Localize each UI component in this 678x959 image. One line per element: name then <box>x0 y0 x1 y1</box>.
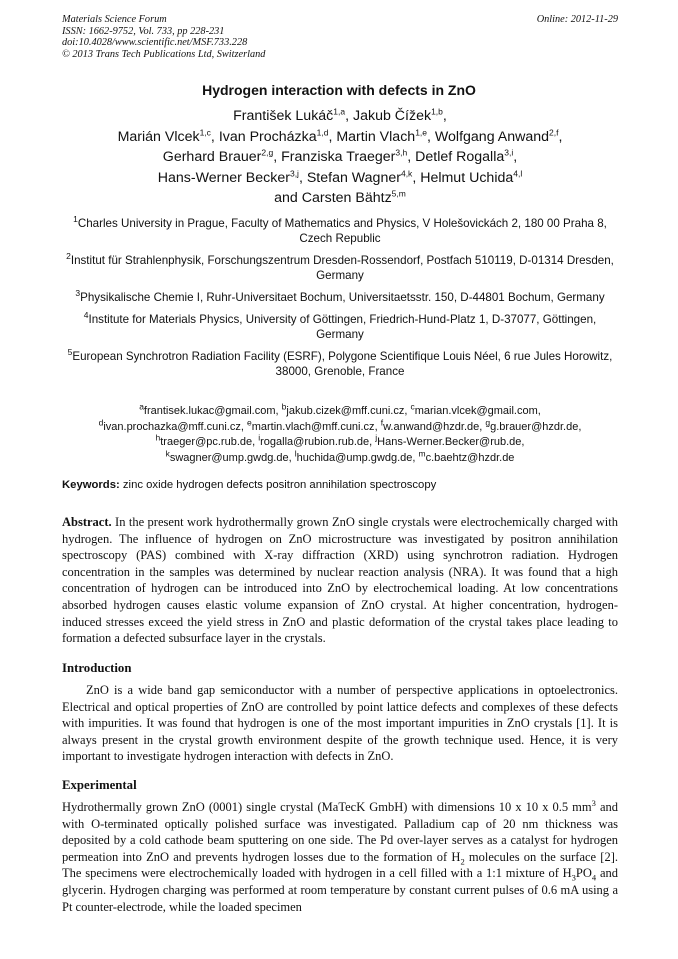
author-superscript: 3,i <box>504 147 514 158</box>
email-letter: k <box>165 448 170 459</box>
experimental-segment: and with O-terminated optically polished surface was investigated. Palladium cap of 20 nm thickness was deposited by a cold cathode beam sputtering on one side. The Pd over-layer serves as a catalyst for hydrogen permeation into ZnO and prevents hydrogen losses due to the formation of H <box>62 800 618 864</box>
email-letter: j <box>375 432 378 443</box>
author-superscript: 5,m <box>391 188 406 199</box>
abstract <box>62 514 618 647</box>
author-name: Helmut Uchida <box>420 169 514 186</box>
experimental-segment: and glycerin. Hydrogen charging was performed at room temperature by constant current pulses of 0.6 mA using a Pt counter-electrode, while the loaded specimen <box>62 866 618 914</box>
abstract-text: In the present work hydrothermally grown ZnO single crystals were electrochemically charged with hydrogen. The influence of hydrogen on ZnO microstructure was investigated by positron annihilation spectroscopy (PAS) combined with X-ray diffraction (XRD) using synchrotron radiation. Hydrogen concentration in the samples was determined by nuclear reaction analysis (NRA). It was found that a high concentration of hydrogen can be introduced into ZnO by electrochemical loading. At low concentrations absorbed hydrogen causes elastic volume expansion of ZnO crystal. At higher concentration, hydrogen-induced stresses exceed the yield stress in ZnO and plastic deformation of the crystal takes place leading to formation a defected subsurface layer in the crystals. <box>62 515 618 646</box>
superscript: 3 <box>591 797 596 808</box>
email-letter: b <box>281 401 287 412</box>
author-superscript: 2,g <box>261 147 274 158</box>
copyright-line: © 2013 Trans Tech Publications Ltd, Switzerland <box>62 48 266 60</box>
email-address[interactable]: frantisek.lukac@gmail.com <box>143 405 276 417</box>
author-name: Hans-Werner Becker <box>157 169 290 186</box>
author-superscript: 1,e <box>415 126 428 137</box>
issn-line: ISSN: 1662-9752, Vol. 733, pp 228-231 <box>62 25 225 37</box>
email-letter: h <box>155 432 161 443</box>
email-line-1: $^a$frantisek.lukac@gmail.com, $^b$jakub.cizek@mff.cuni.cz, $^c$marian.vlcek@gmail.com, <box>139 401 541 417</box>
author-superscript: 4,k <box>400 167 413 178</box>
author-superscript: 3,j <box>289 167 299 178</box>
affiliation-text: Charles University in Prague, Faculty of Mathematics and Physics, V Holešovickách 2, 180 00 Praha 8, Czech Republic <box>77 217 607 246</box>
email-letter: e <box>246 416 252 427</box>
author-superscript: 1,b <box>431 106 443 117</box>
introduction-text: ZnO is a wide band gap semiconductor with a number of perspective applications in optoelectronics. Electrical and optical properties of ZnO are controlled by point lattice defects and complexes of these defects with impurities. It was found that hydrogen is one of the most important impurities in ZnO crystals [1]. It is always present in the crystal growth environment despite of the growth technique used. Hence, it is very important to investigate hydrogen interaction with defects in ZnO. <box>62 683 618 764</box>
email-address[interactable]: martin.vlach@mff.cuni.cz <box>251 420 375 433</box>
email-address[interactable]: marian.vlcek@gmail.com <box>414 405 538 417</box>
keywords-label: Keywords: <box>62 479 120 491</box>
author-name: Marián Vlcek <box>117 128 200 145</box>
author-line-3: Gerhard Brauer$^{2,g}$, Franziska Traeger$^{3,h}$, Detlef Rogalla$^{3,i}$, <box>162 147 518 165</box>
email-address[interactable]: jakub.cizek@mff.cuni.cz <box>286 405 405 417</box>
author-superscript: 4,l <box>513 167 523 178</box>
affiliation-text: Institute for Materials Physics, University of Göttingen, Friedrich-Hund-Platz 1, D-37077, Göttingen, Germany <box>88 312 597 341</box>
author-name: Martin Vlach <box>336 128 416 145</box>
affiliation-number: 5 <box>67 346 73 357</box>
affiliation-text: Institut für Strahlenphysik, Forschungszentrum Dresden-Rossendorf, Postfach 510119, D-01314 Dresden, Germany <box>70 254 614 283</box>
email-address[interactable]: Hans-Werner.Becker@rub.de <box>377 436 522 449</box>
author-superscript: 2,f <box>549 126 559 137</box>
affiliation <box>62 346 618 380</box>
email-letter: c <box>410 401 415 412</box>
abstract-label: Abstract. <box>62 515 112 529</box>
keywords <box>62 479 618 491</box>
affiliation-text: Physikalische Chemie I, Ruhr-Universitaet Bochum, Universitaetsstr. 150, D-44801 Bochum, Germany <box>80 291 605 304</box>
experimental-segment: Hydrothermally grown ZnO (0001) single crystal (MaTecK GmbH) with dimensions 10 x 10 x 0.5 mm <box>62 800 592 814</box>
journal-header <box>62 14 618 60</box>
email-letter: l <box>294 448 297 459</box>
author-name: Ivan Procházka <box>218 128 317 145</box>
and-word: and <box>274 190 298 206</box>
email-address[interactable]: traeger@pc.rub.de <box>160 436 253 449</box>
keywords-text: zinc oxide hydrogen defects positron annihilation spectroscopy <box>122 479 437 491</box>
email-address[interactable]: swagner@ump.gwdg.de <box>169 451 289 464</box>
experimental-text <box>62 799 618 915</box>
affiliation-number: 1 <box>73 214 78 225</box>
email-line-4: $^k$swagner@ump.gwdg.de, $^l$huchida@ump.gwdg.de, $^m$c.baehtz@hzdr.de <box>165 448 515 464</box>
email-letter: g <box>485 416 491 427</box>
author-name: Gerhard Brauer <box>162 149 262 165</box>
author-name: Wolfgang Anwand <box>434 128 550 145</box>
email-address[interactable]: huchida@ump.gwdg.de <box>296 451 413 464</box>
author-name: Detlef Rogalla <box>415 149 505 165</box>
introduction-heading: Introduction <box>62 661 132 675</box>
subscript: 4 <box>591 872 597 883</box>
author-line-4: Hans-Werner Becker$^{3,j}$, Stefan Wagner$^{4,k}$, Helmut Uchida$^{4,l}$ <box>157 167 523 186</box>
affiliation-text: European Synchrotron Radiation Facility (ESRF), Polygone Scientifique Louis Néel, 6 rue Jules Horowitz, 38000, Grenoble, France <box>72 349 613 378</box>
email-letter: d <box>98 416 104 427</box>
email-address[interactable]: g.brauer@hzdr.de <box>490 420 579 433</box>
author-superscript: 1,c <box>199 126 211 137</box>
author-superscript: 1,a <box>333 106 346 117</box>
author-name: František Lukáč <box>233 108 334 124</box>
email-address[interactable]: c.baehtz@hzdr.de <box>425 451 515 464</box>
affiliation-number: 2 <box>66 251 71 262</box>
subscript: 2 <box>460 856 465 867</box>
doi-line: doi:10.4028/www.scientific.net/MSF.733.228 <box>62 37 248 49</box>
author-name: Franziska Traeger <box>281 149 396 165</box>
experimental-segment: PO <box>575 866 592 881</box>
paper-title: Hydrogen interaction with defects in ZnO <box>202 82 476 98</box>
affiliation-number: 3 <box>75 288 81 299</box>
email-line-2: $^d$ivan.prochazka@mff.cuni.cz, $^e$martin.vlach@mff.cuni.cz, $^f$w.anwand@hzdr.de, $^g$g.brauer@hzdr.de, <box>98 416 582 433</box>
email-line-3: $^h$traeger@pc.rub.de, $^i$rogalla@rubion.rub.de, $^j$Hans-Werner.Becker@rub.de, <box>155 432 525 449</box>
online-date: Online: 2012-11-29 <box>536 14 618 25</box>
affiliation-number: 4 <box>83 309 89 320</box>
author-name: Jakub Čížek <box>353 108 432 124</box>
email-letter: a <box>139 401 144 412</box>
affiliation-list <box>62 216 618 386</box>
journal-name: Materials Science Forum <box>62 14 167 25</box>
subscript: 3 <box>571 872 576 883</box>
author-superscript: 3,h <box>395 147 408 158</box>
author-list <box>62 106 618 209</box>
email-address[interactable]: ivan.prochazka@mff.cuni.cz <box>103 420 241 433</box>
author-line-5 <box>62 188 618 209</box>
experimental-segment: molecules on the surface [2]. The specimens were electrochemically loaded with hydrogen in a cell filled with a 1:1 mixture of H <box>62 849 619 881</box>
author-line-1: František Lukáč$^{1,a}$, Jakub Čížek$^{1,b}$, <box>233 106 447 124</box>
email-letter: i <box>258 432 261 443</box>
affiliation <box>62 290 618 305</box>
experimental-heading: Experimental <box>62 778 137 792</box>
affiliation <box>62 309 618 343</box>
email-letter: m <box>418 448 426 459</box>
email-list <box>62 401 618 466</box>
author-name: Carsten Bähtz <box>301 190 392 206</box>
author-line-2: Marián Vlcek$^{1,c}$, Ivan Procházka$^{1,d}$, Martin Vlach$^{1,e}$, Wolfgang Anwand$^{2,f}$, <box>117 126 563 145</box>
email-letter: f <box>380 416 384 427</box>
author-superscript: 1,d <box>316 126 329 137</box>
email-address[interactable]: w.anwand@hzdr.de <box>383 420 480 433</box>
affiliation <box>62 216 618 247</box>
email-address[interactable]: rogalla@rubion.rub.de <box>260 436 370 449</box>
author-name: Stefan Wagner <box>306 169 401 186</box>
affiliation <box>62 253 618 284</box>
